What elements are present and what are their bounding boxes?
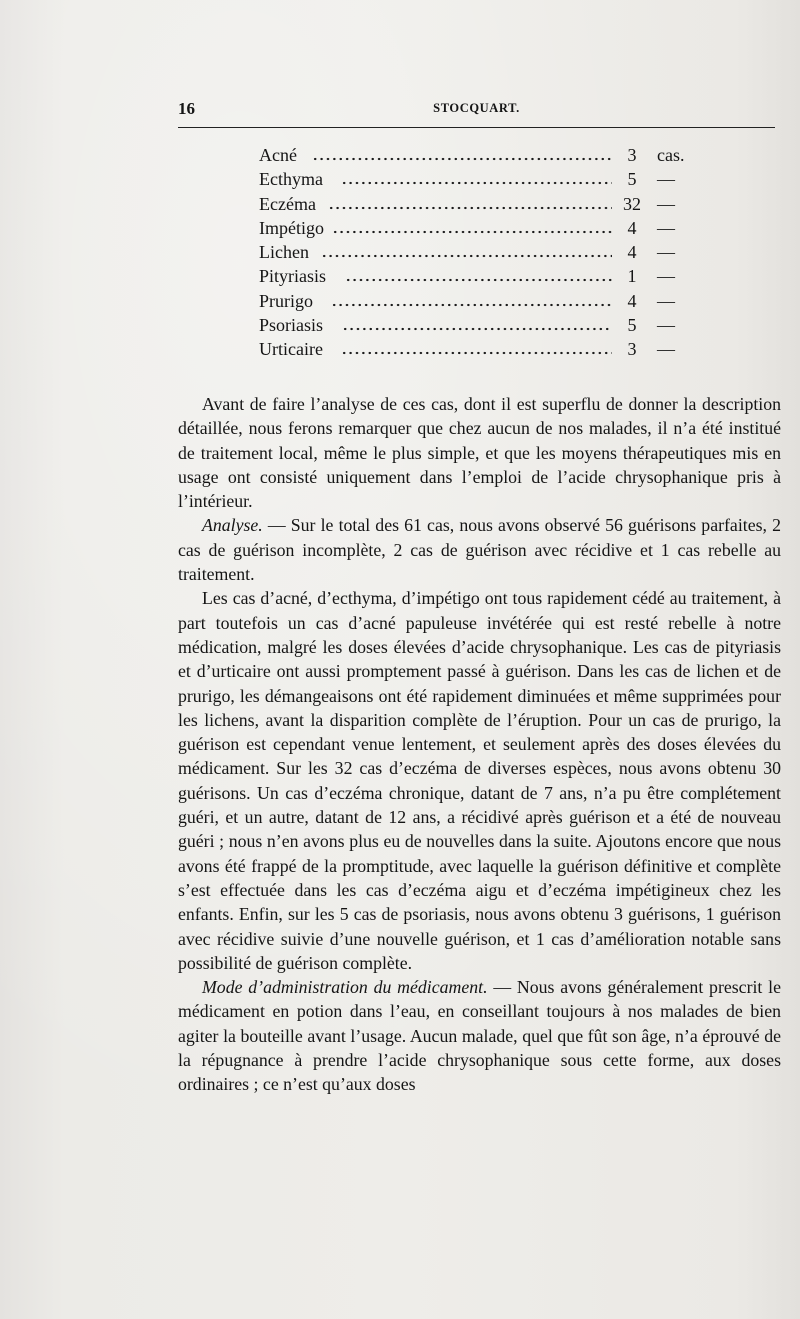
disease-name: Acné bbox=[259, 145, 297, 165]
list-item bbox=[259, 313, 699, 337]
case-unit: — bbox=[657, 315, 675, 336]
list-item bbox=[259, 167, 699, 191]
list-item bbox=[259, 192, 699, 216]
case-count: 5 bbox=[627, 169, 637, 190]
disease-name: Lichen bbox=[259, 242, 309, 263]
case-unit: — bbox=[657, 266, 675, 287]
list-item bbox=[259, 143, 699, 167]
case-count: 1 bbox=[627, 266, 637, 287]
case-count: 4 bbox=[627, 217, 637, 238]
page-header bbox=[178, 99, 775, 123]
header-rule bbox=[178, 127, 775, 128]
dot-leader bbox=[341, 350, 612, 356]
case-unit: — bbox=[657, 339, 675, 360]
list-item bbox=[259, 216, 699, 240]
case-unit: — bbox=[657, 169, 675, 190]
disease-name: Urticaire bbox=[259, 339, 323, 360]
analyse-heading: Analyse. bbox=[202, 515, 263, 536]
case-count: 4 bbox=[627, 242, 637, 263]
dot-leader bbox=[342, 326, 612, 332]
paragraph-cases: Les cas d’acné, d’ecthyma, d’impétigo ont tous rapidement cédé au traitement, à part toutefois un cas d’acné papuleuse invétérée qui est resté rebelle à notre médication, malgré les doses élevées d’acide chrysophanique. Les cas de pityriasis et d’urticaire ont aussi promptement passé à guérison. Dans les cas de lichen et de prurigo, les démangeaisons ont été rapidement diminuées et même supprimées pour les lichens, avant la disparition complète de l’éruption. Pour un cas de prurigo, la guérison est cependant venue lentement, et seulement après des doses élevées du médicament. Sur les 32 cas d’eczéma de diverses espèces, nous avons obtenu 30 guérisons. Un cas d’eczéma chronique, datant de 7 ans, n’a pu être complétement guéri, et un autre, datant de 12 ans, a récidivé après guérison et a été de nouveau guéri ; nous n’en avons plus eu de nouvelles dans la suite. Ajoutons encore que nous avons été frappé de la promptitude, avec laquelle la guérison définitive et complète s’est effectuée dans les cas d’eczéma aigu et d’eczéma impétigineux chez les enfants. Enfin, sur les 5 cas de psoriasis, nous avons obtenu 3 guérisons, 1 guérison avec récidive suivie d’une nouvelle guérison, et 1 cas d’amélioration notable sans possibilité de guérison complète. bbox=[178, 588, 781, 973]
case-unit: — bbox=[657, 290, 675, 311]
case-unit: — bbox=[657, 242, 675, 263]
case-count: 3 bbox=[627, 339, 637, 360]
dot-leader bbox=[345, 277, 612, 283]
analyse-text: — Sur le total des 61 cas, nous avons observé 56 guérisons parfaites, 2 cas de guérison incomplète, 2 cas de guérison avec récidive et 1 cas rebelle au traitement. bbox=[178, 515, 781, 585]
body-text bbox=[178, 392, 781, 1097]
disease-case-list bbox=[259, 143, 699, 362]
dot-leader bbox=[331, 302, 612, 308]
paragraph-analyse bbox=[178, 513, 781, 586]
list-item bbox=[259, 289, 699, 313]
dot-leader bbox=[332, 229, 612, 235]
case-count: 32 bbox=[623, 193, 641, 214]
disease-name: Eczéma bbox=[259, 193, 316, 214]
dot-leader bbox=[341, 180, 612, 186]
mode-heading: Mode d’administration du médicament. bbox=[202, 977, 488, 998]
disease-name: Impétigo bbox=[259, 217, 324, 238]
case-count: 4 bbox=[627, 290, 637, 311]
paragraph-mode bbox=[178, 975, 781, 1096]
disease-name: Pityriasis bbox=[259, 266, 327, 287]
list-item bbox=[259, 337, 699, 361]
dot-leader bbox=[328, 205, 612, 211]
mode-text: — Nous avons généralement prescrit le médicament en potion dans l’eau, en conseillant toujours à nos malades de bien agiter la bouteille avant l’usage. Aucun malade, quel que fût son âge, n’a éprouvé de la répugnance à prendre l’acide chrysophanique sous cette forme, aux doses ordinaires ; ce n’est qu’aux doses bbox=[178, 977, 781, 1095]
case-unit: — bbox=[657, 193, 675, 214]
list-item bbox=[259, 264, 699, 288]
disease-name: Psoriasis bbox=[259, 315, 324, 336]
case-unit: — bbox=[657, 217, 675, 238]
case-unit: cas. bbox=[657, 145, 685, 165]
disease-name: Ecthyma bbox=[259, 169, 323, 190]
page-number: 16 bbox=[178, 99, 195, 118]
running-title: STOCQUART. bbox=[433, 101, 520, 115]
disease-name: Prurigo bbox=[259, 290, 313, 311]
paragraph-intro: Avant de faire l’analyse de ces cas, dont il est superflu de donner la description détaillée, nous ferons remarquer que chez aucun de nos malades, il n’a été institué de traitement local, même le plus simple, et que les moyens thérapeutiques mis en usage ont consisté uniquement dans l’emploi de l’acide chrysophanique pris à l’intérieur. bbox=[178, 394, 781, 512]
case-count: 5 bbox=[627, 315, 637, 336]
dot-leader bbox=[321, 253, 612, 259]
list-item bbox=[259, 240, 699, 264]
dot-leader bbox=[312, 156, 612, 162]
case-count: 3 bbox=[627, 145, 637, 165]
